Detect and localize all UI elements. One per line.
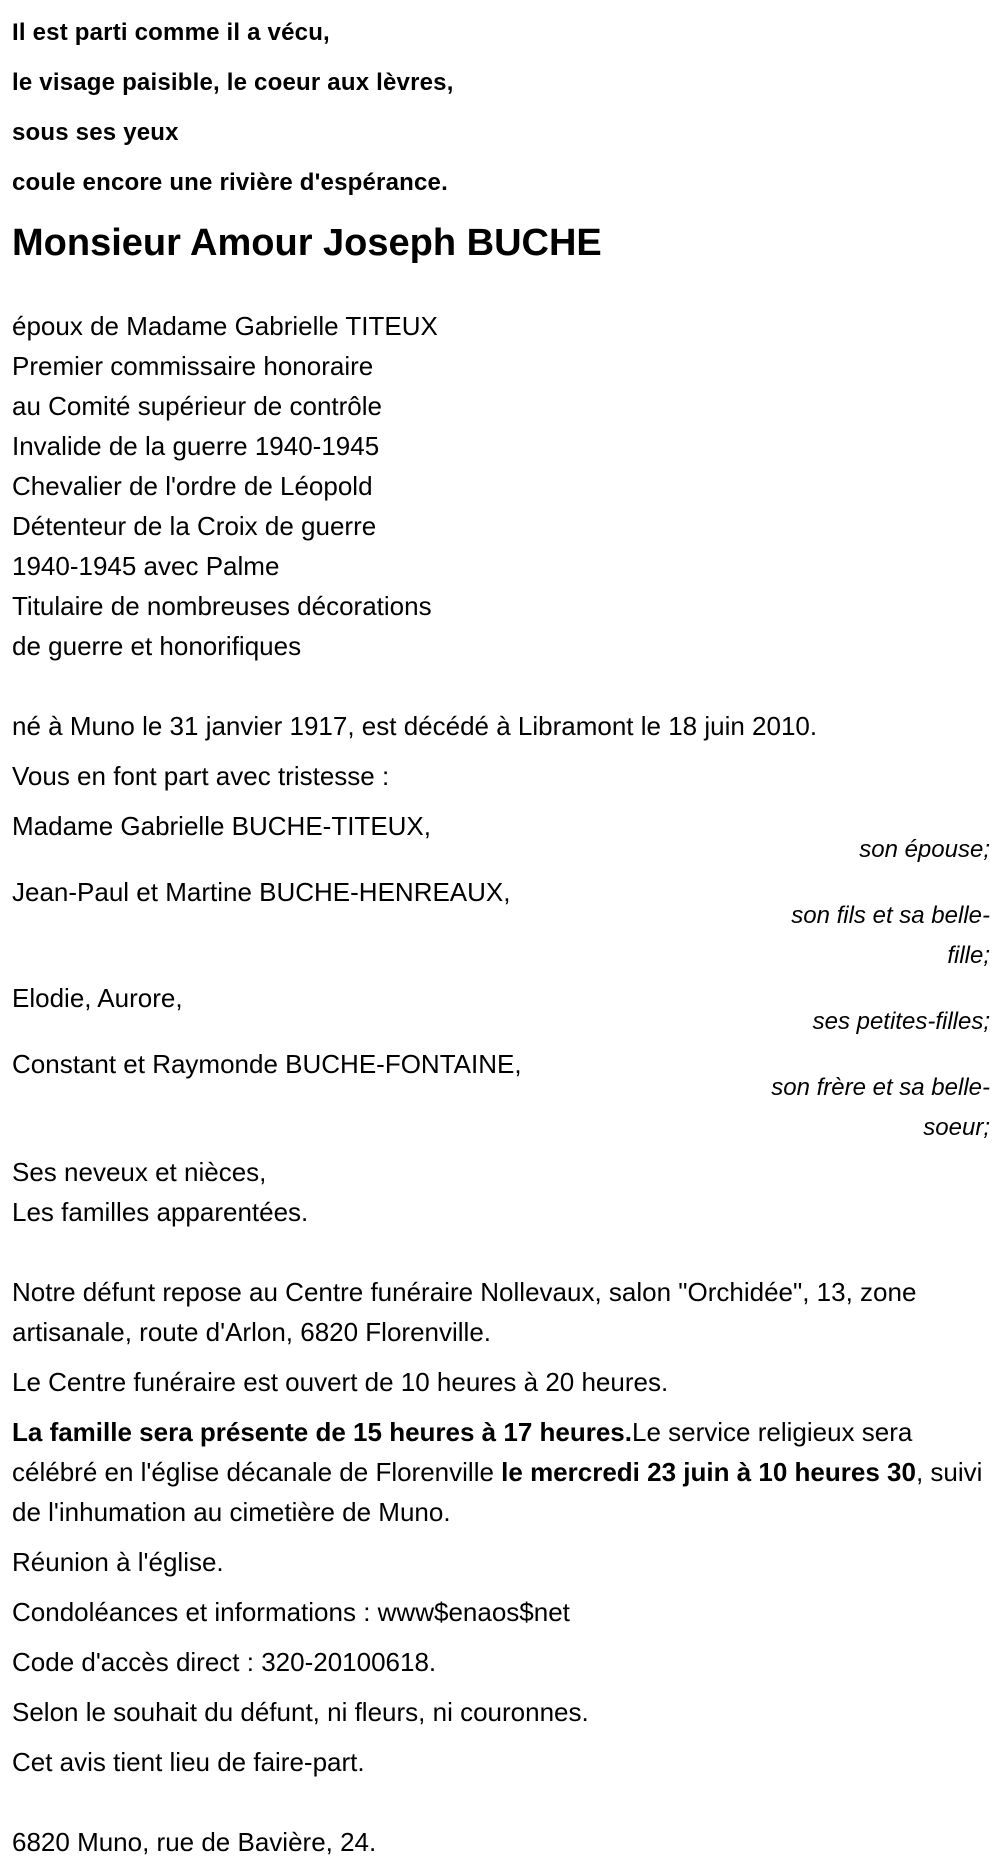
- birth-death-line: né à Muno le 31 janvier 1917, est décédé à Libramont le 18 juin 2010.: [12, 711, 818, 741]
- announcement-intro: Vous en font part avec tristesse :: [12, 761, 390, 791]
- funeral-arrangements: [12, 1272, 990, 1782]
- family-member-role: ses petites-filles;: [812, 1008, 990, 1035]
- family-member-role: son fils et sa belle-fille;: [791, 902, 990, 969]
- service-text: Le service religieux sera célébré en l'église décanale de Florenville: [12, 1417, 913, 1487]
- title-line: Premier commissaire honoraire: [12, 351, 374, 381]
- relatives-line: Ses neveux et nièces,: [12, 1157, 267, 1187]
- access-code: Code d'accès direct : 320-20100618.: [12, 1647, 437, 1677]
- deceased-titles: [12, 306, 990, 666]
- home-address: 6820 Muno, rue de Bavière, 24.: [12, 1827, 377, 1857]
- repose-location: Notre défunt repose au Centre funéraire Nollevaux, salon "Orchidée", 13, zone artisanale, route d'Arlon, 6820 Florenville.: [12, 1277, 917, 1347]
- poem-line: coule encore une rivière d'espérance.: [12, 169, 448, 196]
- title-line: 1940-1945 avec Palme: [12, 551, 280, 581]
- family-member-role: son frère et sa belle-soeur;: [771, 1074, 990, 1141]
- relatives: [12, 1152, 990, 1232]
- meeting-point: Réunion à l'église.: [12, 1547, 224, 1577]
- service-date: le mercredi 23 juin à 10 heures 30: [501, 1457, 916, 1487]
- notice-statement: Cet avis tient lieu de faire-part.: [12, 1747, 365, 1777]
- poem-line: Il est parti comme il a vécu,: [12, 19, 330, 46]
- family-row: [12, 872, 990, 976]
- poem: [12, 0, 990, 208]
- deceased-name-heading: Monsieur Amour Joseph BUCHE: [12, 222, 602, 264]
- title-line: Détenteur de la Croix de guerre: [12, 511, 377, 541]
- title-line: époux de Madame Gabrielle TITEUX: [12, 311, 438, 341]
- flowers-wish: Selon le souhait du défunt, ni fleurs, ni couronnes.: [12, 1697, 589, 1727]
- family-member-name: Constant et Raymonde BUCHE-FONTAINE,: [12, 1049, 522, 1079]
- condolences-info: Condoléances et informations : www$enaos$net: [12, 1597, 570, 1627]
- opening-hours: Le Centre funéraire est ouvert de 10 heures à 20 heures.: [12, 1367, 669, 1397]
- family-row: [12, 978, 990, 1042]
- family-list: [12, 806, 990, 1148]
- title-line: de guerre et honorifiques: [12, 631, 302, 661]
- poem-line: sous ses yeux: [12, 119, 179, 146]
- family-row: [12, 806, 990, 870]
- relatives-line: Les familles apparentées.: [12, 1197, 309, 1227]
- family-member-name: Jean-Paul et Martine BUCHE-HENREAUX,: [12, 877, 511, 907]
- title-line: au Comité supérieur de contrôle: [12, 391, 382, 421]
- family-member-name: Madame Gabrielle BUCHE-TITEUX,: [12, 811, 431, 841]
- family-member-role: son épouse;: [859, 836, 990, 863]
- family-row: [12, 1044, 990, 1148]
- poem-line: le visage paisible, le coeur aux lèvres,: [12, 69, 454, 96]
- spacer: [12, 1232, 990, 1272]
- title-line: Titulaire de nombreuses décorations: [12, 591, 432, 621]
- title-line: Invalide de la guerre 1940-1945: [12, 431, 380, 461]
- spacer: [12, 666, 990, 706]
- spacer: [12, 1792, 990, 1822]
- burial-text: , suivi de l'inhumation au cimetière de Muno.: [12, 1457, 983, 1527]
- service-details: [12, 1412, 990, 1532]
- family-presence: La famille sera présente de 15 heures à 17 heures.: [12, 1417, 632, 1447]
- family-member-name: Elodie, Aurore,: [12, 983, 183, 1013]
- title-line: Chevalier de l'ordre de Léopold: [12, 471, 373, 501]
